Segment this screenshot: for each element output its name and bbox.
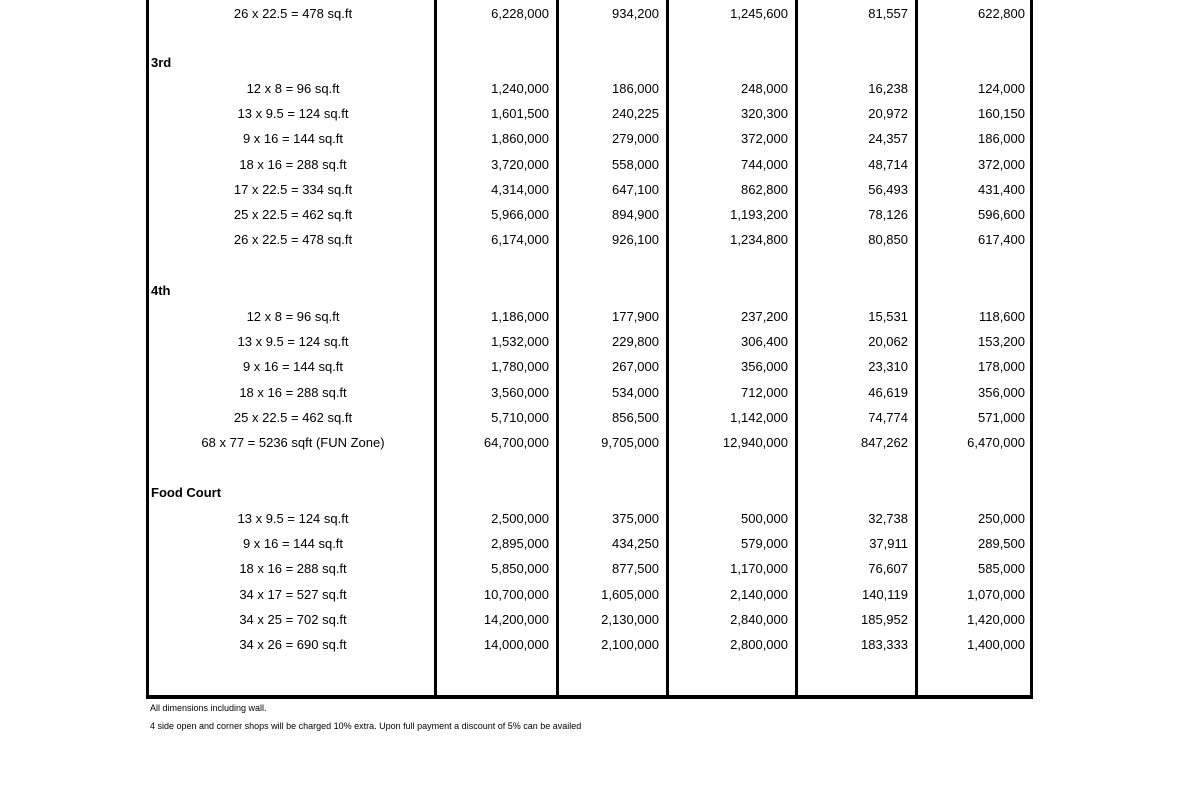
price-value: 4,314,000: [491, 182, 549, 197]
floor-section-heading: 3rd: [151, 55, 172, 70]
price-value: 926,100: [612, 232, 659, 247]
price-value: 934,200: [612, 6, 659, 21]
price-value: 80,850: [868, 232, 908, 247]
price-value: 250,000: [978, 511, 1025, 526]
table-row: [0, 534, 1200, 554]
price-value: 5,710,000: [491, 410, 549, 425]
price-value: 1,420,000: [967, 612, 1025, 627]
price-value: 76,607: [868, 561, 908, 576]
shop-dimension: 34 x 17 = 527 sq.ft: [239, 587, 347, 602]
price-value: 153,200: [978, 334, 1025, 349]
table-row: [0, 79, 1200, 99]
price-value: 74,774: [868, 410, 908, 425]
price-value: 2,500,000: [491, 511, 549, 526]
price-value: 237,200: [741, 309, 788, 324]
price-value: 10,700,000: [483, 587, 549, 602]
table-row: [0, 610, 1200, 630]
shop-dimension: 12 x 8 = 96 sq.ft: [246, 81, 340, 96]
price-value: 431,400: [978, 182, 1025, 197]
price-value: 579,000: [741, 536, 788, 551]
price-value: 622,800: [978, 6, 1025, 21]
price-value: 2,800,000: [730, 637, 788, 652]
price-value: 372,000: [978, 157, 1025, 172]
price-value: 1,601,500: [491, 106, 549, 121]
shop-dimension: 25 x 22.5 = 462 sq.ft: [233, 410, 353, 425]
price-value: 248,000: [741, 81, 788, 96]
price-value: 847,262: [861, 435, 908, 450]
table-row: [0, 180, 1200, 200]
price-value: 183,333: [861, 637, 908, 652]
price-value: 856,500: [612, 410, 659, 425]
price-value: 160,150: [978, 106, 1025, 121]
table-row: [0, 635, 1200, 655]
shop-dimension: 18 x 16 = 288 sq.ft: [239, 157, 347, 172]
shop-dimension: 13 x 9.5 = 124 sq.ft: [237, 106, 349, 121]
shop-dimension: 18 x 16 = 288 sq.ft: [239, 561, 347, 576]
price-value: 2,130,000: [601, 612, 659, 627]
price-value: 712,000: [741, 385, 788, 400]
price-value: 862,800: [741, 182, 788, 197]
price-value: 186,000: [612, 81, 659, 96]
shop-dimension: 26 x 22.5 = 478 sq.ft: [233, 6, 353, 21]
price-value: 1,240,000: [491, 81, 549, 96]
price-value: 375,000: [612, 511, 659, 526]
shop-dimension: 18 x 16 = 288 sq.ft: [239, 385, 347, 400]
shop-dimension: 13 x 9.5 = 124 sq.ft: [237, 511, 349, 526]
table-row: [0, 357, 1200, 377]
price-value: 240,225: [612, 106, 659, 121]
price-value: 744,000: [741, 157, 788, 172]
price-value: 3,560,000: [491, 385, 549, 400]
price-value: 177,900: [612, 309, 659, 324]
table-row: [0, 383, 1200, 403]
price-value: 32,738: [868, 511, 908, 526]
price-value: 877,500: [612, 561, 659, 576]
shop-dimension: 13 x 9.5 = 124 sq.ft: [237, 334, 349, 349]
floor-section-heading: Food Court: [151, 485, 222, 500]
table-row: [0, 230, 1200, 250]
footnote-dimensions: All dimensions including wall.: [150, 703, 267, 713]
price-value: 2,895,000: [491, 536, 549, 551]
price-value: 124,000: [978, 81, 1025, 96]
price-value: 23,310: [868, 359, 908, 374]
price-value: 14,000,000: [483, 637, 549, 652]
price-value: 78,126: [868, 207, 908, 222]
shop-dimension: 68 x 77 = 5236 sqft (FUN Zone): [201, 435, 385, 450]
price-value: 434,250: [612, 536, 659, 551]
price-value: 140,119: [861, 587, 908, 602]
price-value: 1,170,000: [730, 561, 788, 576]
price-value: 14,200,000: [483, 612, 549, 627]
price-value: 1,605,000: [601, 587, 659, 602]
price-value: 1,186,000: [491, 309, 549, 324]
price-value: 558,000: [612, 157, 659, 172]
footnote-pricing: 4 side open and corner shops will be charged 10% extra. Upon full payment a discount of 5% can be availed: [150, 721, 582, 731]
price-value: 1,234,800: [730, 232, 788, 247]
price-value: 1,070,000: [967, 587, 1025, 602]
table-row: [0, 307, 1200, 327]
table-row: [0, 155, 1200, 175]
table-row: [0, 559, 1200, 579]
shop-dimension: 25 x 22.5 = 462 sq.ft: [233, 207, 353, 222]
price-value: 185,952: [861, 612, 908, 627]
price-value: 20,972: [868, 106, 908, 121]
price-value: 9,705,000: [601, 435, 659, 450]
price-value: 320,300: [741, 106, 788, 121]
price-value: 571,000: [978, 410, 1025, 425]
price-value: 585,000: [978, 561, 1025, 576]
price-value: 16,238: [868, 81, 908, 96]
table-row: [0, 104, 1200, 124]
price-value: 1,142,000: [730, 410, 788, 425]
price-value: 64,700,000: [483, 435, 549, 450]
price-value: 1,245,600: [730, 6, 788, 21]
price-value: 81,557: [868, 6, 908, 21]
price-value: 267,000: [612, 359, 659, 374]
shop-dimension: 9 x 16 = 144 sq.ft: [242, 131, 344, 146]
price-value: 2,840,000: [730, 612, 788, 627]
price-value: 5,850,000: [491, 561, 549, 576]
price-value: 2,140,000: [730, 587, 788, 602]
shop-dimension: 12 x 8 = 96 sq.ft: [246, 309, 340, 324]
price-value: 186,000: [978, 131, 1025, 146]
table-row: [0, 129, 1200, 149]
price-value: 1,193,200: [730, 207, 788, 222]
price-value: 37,911: [869, 536, 908, 551]
price-value: 356,000: [741, 359, 788, 374]
table-row: [0, 4, 1200, 24]
price-value: 1,532,000: [491, 334, 549, 349]
price-value: 118,600: [978, 309, 1025, 324]
price-value: 48,714: [868, 157, 908, 172]
price-value: 1,860,000: [491, 131, 549, 146]
price-value: 6,228,000: [491, 6, 549, 21]
table-row: [0, 205, 1200, 225]
price-value: 24,357: [868, 131, 908, 146]
price-value: 56,493: [868, 182, 908, 197]
price-value: 617,400: [978, 232, 1025, 247]
floor-section-heading: 4th: [151, 283, 171, 298]
shop-dimension: 17 x 22.5 = 334 sq.ft: [233, 182, 353, 197]
table-row: [0, 433, 1200, 453]
shop-dimension: 26 x 22.5 = 478 sq.ft: [233, 232, 353, 247]
price-value: 20,062: [868, 334, 908, 349]
table-row: [0, 332, 1200, 352]
price-value: 372,000: [741, 131, 788, 146]
price-value: 2,100,000: [601, 637, 659, 652]
price-value: 229,800: [612, 334, 659, 349]
price-value: 596,600: [978, 207, 1025, 222]
table-row: [0, 585, 1200, 605]
price-value: 5,966,000: [491, 207, 549, 222]
shop-dimension: 34 x 26 = 690 sq.ft: [239, 637, 347, 652]
price-value: 534,000: [612, 385, 659, 400]
price-value: 289,500: [978, 536, 1025, 551]
price-value: 6,174,000: [491, 232, 549, 247]
shop-dimension: 9 x 16 = 144 sq.ft: [242, 536, 344, 551]
price-value: 647,100: [612, 182, 659, 197]
price-value: 12,940,000: [722, 435, 788, 450]
price-value: 1,780,000: [491, 359, 549, 374]
price-value: 178,000: [978, 359, 1025, 374]
price-value: 356,000: [978, 385, 1025, 400]
price-value: 894,900: [612, 207, 659, 222]
price-value: 6,470,000: [967, 435, 1025, 450]
table-row: [0, 509, 1200, 529]
shop-dimension: 34 x 25 = 702 sq.ft: [239, 612, 347, 627]
price-value: 3,720,000: [491, 157, 549, 172]
table-row: [0, 408, 1200, 428]
price-value: 1,400,000: [967, 637, 1025, 652]
shop-dimension: 9 x 16 = 144 sq.ft: [242, 359, 344, 374]
price-value: 306,400: [741, 334, 788, 349]
price-value: 15,531: [868, 309, 908, 324]
price-value: 500,000: [741, 511, 788, 526]
price-value: 46,619: [868, 385, 908, 400]
price-value: 279,000: [612, 131, 659, 146]
